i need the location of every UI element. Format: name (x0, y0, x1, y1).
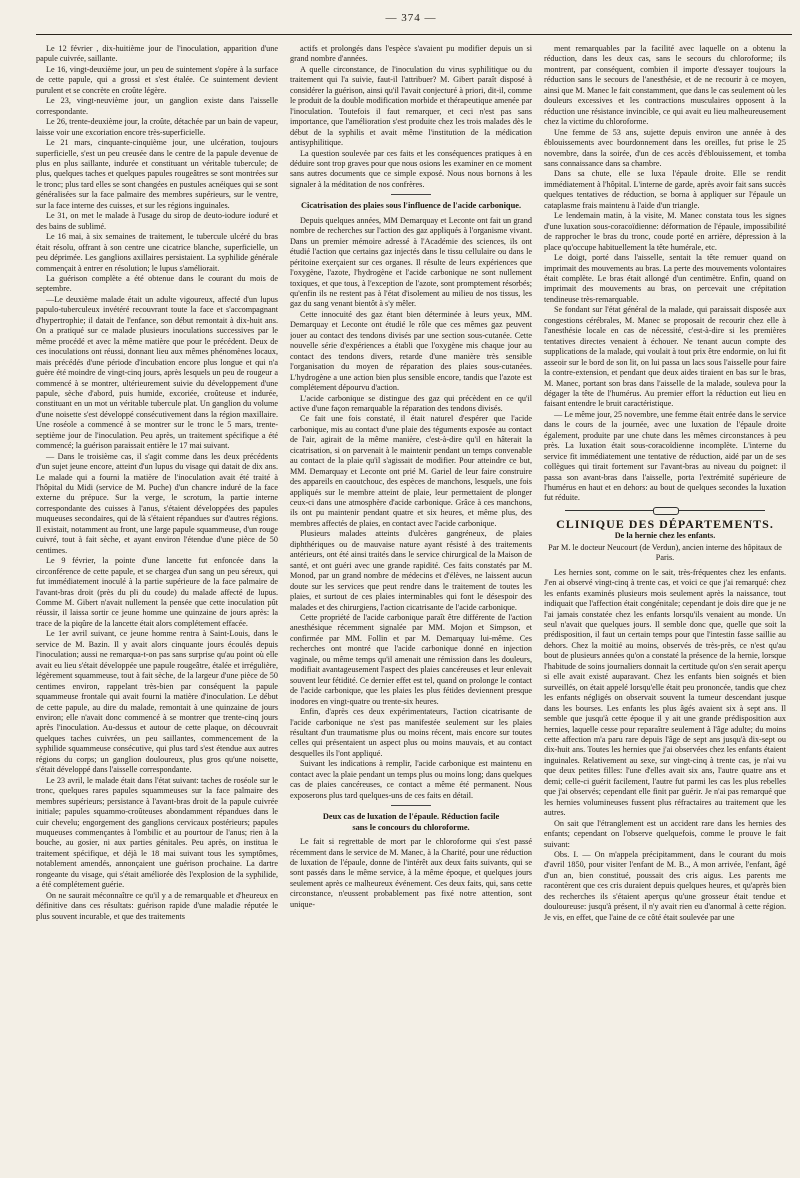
paragraph: Le 1er avril suivant, ce jeune homme rentra à Saint-Louis, dans le service de M. Bazin. Il y avait alors cinquante jours écoulés depuis l'inoculation; aussi ne remarqua-t-on pas sans surprise qu'au point où elle avait eu lieu s'était développée une papule rougeâtre, étalée et irrégulière, légèrement squammeuse, tout à fait sèche, de la largeur d'une pièce de 50 centimes environ, rappelant très-bien par conséquent la papule squammeuse frontale qui avait fourni la matière d'inoculation. Le début de cette papule, au dire du malade, remontait à une quinzaine de jours environ; elle n'avait donc commencé à se montrer que trente-cinq jours après l'inoculation. Au-dessus et autour de cette plaque, on découvrait quelques taches cuivrées, un peu saillantes, commencement de la syphilide squammeuse consécutive, qui plus tard s'est étendue aux autres régions du corps; un ganglion douloureux, plus gros qu'une noisette, s'était développé dans l'aisselle correspondante. (36, 629, 278, 775)
article-shoulder-luxation-continued (544, 44, 786, 504)
paragraph: Enfin, d'après ces deux expérimentateurs, l'action cicatrisante de l'acide carbonique ne s'est pas manifestée seulement sur les plaies résultant d'un traumatisme plus ou moins récent, mais encore sur toutes celles qui présentaient un aspect plus ou moins mauvais, et au contact desquelles ils l'ont appliqué. (290, 707, 532, 758)
paragraph: Suivant les indications à remplir, l'acide carbonique est maintenu en contact avec la plaie pendant un temps plus ou moins long; dans quelques cas de plaies cancéreuses, ce contact a même été permanent. Nous exposerons plus tard quelques-uns de ces faits en détail. (290, 759, 532, 800)
paragraph: — Le même jour, 25 novembre, une femme était entrée dans le service dans le cours de la journée, avec une luxation de l'épaule droite également, produite par une chute dans les mêmes circonstances à peu près. La luxation était sous-coracoïdienne incomplète. L'interne du service fit immédiatement une tentative de réduction, aidé par un de ses collègues qui tirait fortement sur l'avant-bras au niveau du poignet: il passa son avant-bras dans l'aisselle, porta l'extrémité supérieure de l'humérus en haut et en dehors: au bout de quelques secondes la luxation fut réduite. (544, 409, 786, 503)
column-3 (544, 44, 786, 1170)
ornament-center (653, 507, 679, 515)
paragraph: Ce fait une fois constaté, il était naturel d'espérer que l'acide carbonique, mis au contact d'une plaie des téguments exposée au contact de l'air, agirait de la même manière, c'est-à-dire qu'il en hâterait la cicatrisation, si on parvenait à le maintenir pendant un temps convenable au contact de la plaie qu'il s'agissait de modifier. Pour atteindre ce but, MM. Demarquay et Leconte ont prié M. Gariel de leur faire construire des appareils en caoutchouc, des espèces de manchons, lesquels, une fois appliqués sur le membre atteint de plaie, leur permettaient de plonger ceux-ci dans une atmosphère d'acide carbonique. Grâce à ces manchons, ils ont pu maintenir pendant quatre et six heures, et même plus, des membres affectés de plaies, en contact avec l'acide carbonique. (290, 414, 532, 528)
paragraph: Le 16 mai, à six semaines de traitement, le tubercule ulcéré du bras était résolu, offrant à son centre une cicatrice blanche, superficielle, un peu déprimée. Les ganglions axillaires persistaient. La syphilide générale commençait à entrer en résolution; le lupus s'améliorait. (36, 232, 278, 273)
page-header (30, 8, 792, 36)
clinic-subtitle: De la hernie chez les enfants. (614, 531, 716, 541)
paragraph: Le 12 février , dix-huitième jour de l'inoculation, apparition d'une papule cuivrée, saillante. (36, 44, 278, 64)
paragraph: Se fondant sur l'état général de la malade, qui paraissait disposée aux congestions cérébrales, M. Manec se proposait de recourir chez elle à l'anesthésie locale en cas de nécessité, c'est-à-dire si les premières tentatives directes venaient à échouer. Ne tenant aucun compte des supplications de la malade, qui voulait à tout prix être endormie, on lui fit asseoir sur le bord de son lit, on lui passa un lacs sous l'aisselle pour faire la contre-extension, et pendant que deux aides tiraient en bas sur le bras, M. Manec, portant son bras dans l'aisselle de la malade, souleva pour la dégager la tête de l'humérus. Au premier effort la réduction eut lieu en faisant entendre le bruit caractéristique. (544, 305, 786, 409)
paragraph: Le fait si regrettable de mort par le chloroforme qui s'est passé récemment dans le service de M. Manec, à la Charité, pour une réduction de luxation de l'épaule, donne de l'intérêt aux deux faits suivants, qui se sont passés dans le même service, à la même époque, et quelques jours seulement après ce malheureux événement. Ces deux faits, qui, sans cette circonstance, n'eussent probablement pas fixé notre attention, sont unique- (290, 837, 532, 909)
paragraph: Le 16, vingt-deuxième jour, un peu de suintement s'opère à la surface de cette papule, qui a grossi et s'est étalée. Ce suintement devient purulent et se concrète en croûte légère. (36, 64, 278, 95)
paragraph: Cette innocuité des gaz étant bien déterminée à leurs yeux, MM. Demarquay et Leconte ont étudié le rôle que ces mêmes gaz peuvent jouer au contact des tendons divisés par une section sous-cutanée. Cette nouvelle série d'expériences a établi que l'oxygène mis chaque jour au contact des tendons divers, retarde d'une manière très sensible l'organisation du moyen de réparation des plaies sous-cutanées. L'hydrogène a une action bien plus sensible encore, tandis que l'azote est complétement dépourvu d'action. (290, 309, 532, 393)
ornament-divider (565, 510, 765, 515)
article-hernia-children (544, 568, 786, 923)
section-title-shoulder-luxation (290, 812, 532, 833)
section-title-main: Deux cas de luxation de l'épaule. Réduction facile (322, 812, 500, 822)
paragraph: Le 31, on met le malade à l'usage du sirop de deuto-iodure ioduré et des bains de sublimé. (36, 211, 278, 231)
page-number: — 374 — (385, 12, 437, 24)
column-1 (36, 44, 278, 1170)
paragraph: actifs et prolongés dans l'espèce s'avaient pu modifier depuis un si grand nombre d'années. (290, 44, 532, 64)
paragraph: Le 23, vingt-neuvième jour, un ganglion existe dans l'aisselle correspondante. (36, 96, 278, 116)
column-2 (290, 44, 532, 1170)
paragraph: On ne saurait méconnaître ce qu'il y a de remarquable et d'heureux en définitive dans ces résultats: guérison rapide d'une maladie réputée le plus souvent incurable, et que des traitements (36, 890, 278, 921)
header-rule (36, 34, 792, 35)
paragraph: Le 9 février, la pointe d'une lancette fut enfoncée dans la circonférence de cette papule, et se chargea d'un sang un peu séreux, qui fut immédiatement inoculé à la partie supérieure de la face palmaire de l'avant-bras droit (près du pli du coude) du malade affecté de lupus. Comme M. Gibert n'avait nullement la pensée que cette inoculation pût réussir, il laissa sortir ce jeune homme une quinzaine de jours après: la trace de la piqûre de la lancette était alors complétement effacée. (36, 556, 278, 628)
paragraph: — Dans le troisième cas, il s'agit comme dans les deux précédents d'un sujet jeune encore, atteint d'un lupus du visage qui datait de dix ans. Le malade qui a fourni la matière de l'inoculation avait été traité à l'hôpital du Midi (service de M. Puche) d'un chancre induré de la face externe du prépuce. Sur la verge, le scrotum, la partie interne correspondante des cuisses à l'anus, s'étaient développées des papules muqueuses secondaires, qui de là s'étaient répandues sur d'autres régions. Il existait, notamment au front, une large papule squammeuse, d'un rouge cuivré, tout à fait sèche, et ayant environ l'étendue d'une pièce de 50 centimes. (36, 451, 278, 555)
paragraph: La guérison complète a été obtenue dans le courant du mois de septembre. (36, 273, 278, 294)
paragraph: Le 26, trente-deuxième jour, la croûte, détachée par un bain de vapeur, laisse voir une excoriation encore très-superficielle. (36, 117, 278, 137)
paragraph: Le lendemain matin, à la visite, M. Manec constata tous les signes d'une luxation sous-coracoïdienne: déformation de l'épaule, impossibilité de rapprocher le bras du tronc, coude porté en arrière, dépression à la place qu'occupe habituellement la tête humérale, etc. (544, 211, 786, 252)
section-title-sub: sans le concours du chloroforme. (352, 822, 470, 832)
paragraph: Le 21 mars, cinquante-cinquième jour, une ulcération, toujours superficielle, s'est un peu creusée dans le centre de la papule devenue de plus en plus saillante, indurée et constituant un véritable tubercule; de plus, quelques taches et quelques papules rougeâtres se sont montrées sur le tronc; plus tard elles se sont changées en pustules acnéiques qui se sont généralisées sur la face palmaire des membres supérieurs, sur le ventre, sur la face interne des cuisses, et sur les régions inguinales. (36, 138, 278, 210)
paragraph: Le 23 avril, le malade était dans l'état suivant: taches de roséole sur le tronc, quelques rares papules squammeuses sur la face palmaire des membres supérieurs; persistance à l'avant-bras droit de la papule cuivrée initiale; papules squammo-croûteuses abondamment répandues dans le cuir chevelu; engorgement des ganglions cervicaux postérieurs; papules muqueuses commençantes à l'ombilic et au pourtour de l'anus; rien à la bouche, au gosier, ni aux parties génitales. Peu après, on institua le traitement spécifique, et déjà le 18 mai suivant tous les symptômes, notablement amendés, annonçaient une guérison prochaine. La dartre rongeante du visage, qui s'était améliorée dès l'explosion de la syphilide, a été complétement guérie. (36, 775, 278, 890)
paragraph: ment remarquables par la facilité avec laquelle on a obtenu la réduction, dans les deux cas, sans le secours du chloroforme; ils montrent, par conséquent, combien il importe d'essayer toujours la réduction sans le secours de l'anesthésie, et de ne recourir à ce moyen, ainsi que M. Manec le fait constamment, que dans le cas seulement où les douleurs excessives et les contractions musculaires opposent à la réduction une résistance invincible, ce qui avait eu lieu malheureusement chez la victime du chloroforme. (544, 44, 786, 127)
paragraph: Cette propriété de l'acide carbonique paraît être différente de l'action anesthésique récemment signalée par MM. Mojon et Simpson, et confirmée par MM. Follin et par M. Demarquay lui-même. Ces recherches ont montré que l'acide carbonique donné en injection vaginale, ou même temps qu'il amenait une rémission dans les douleurs, modifiait avantageusement l'aspect des plaies cancéreuses et leur enlevait souvent leur fétidité. Ce dernier effet est tel, quand on prolonge le contact de l'acide carbonique, que les plaies les plus fétides deviennent presque inodores en vingt-quatre ou trente-six heures. (290, 613, 532, 706)
clinic-author: Par M. le docteur Neucourt (de Verdun), ancien interne des hôpitaux de Paris. (548, 542, 782, 563)
paragraph: Depuis quelques années, MM Demarquay et Leconte ont fait un grand nombre de recherches sur l'action des gaz appliqués à l'organisme vivant. Dans un premier mémoire adressé à l'Académie des sciences, ils ont étudié l'action que certains gaz injectés dans le tissu cellulaire ou dans le péritoine exerçaient sur ces organes. Il résulte de leurs expériences que l'oxygène, l'azote, l'hydrogène et l'acide carbonique ne sont nullement toxiques, et que tous, à l'exception de l'azote, sont promptement résorbés; qu'enfin ils ne restent pas à l'état d'isolement au milieu de nos tissus, les gaz du sang venant bientôt à s'y mêler. (290, 215, 532, 309)
article-carbonic-acid (290, 216, 532, 801)
clinic-title: CLINIQUE DES DÉPARTEMENTS. (556, 516, 774, 531)
paragraph: Le doigt, porté dans l'aisselle, sentait la tête remuer quand on imprimait des mouvements au bras. La perte des mouvements volontaires était complète. Le bras était allongé d'un centimètre. Enfin, quand on imprimait des mouvements au bras, on percevait une crépitation tendineuse très-remarquable. (544, 253, 786, 304)
article-gibert-continued (290, 44, 532, 190)
paragraph: Dans sa chute, elle se luxa l'épaule droite. Elle se rendit immédiatement à l'hôpital. L'interne de garde, après avoir fait sans succès quelques tentatives de réduction, se borna à appliquer sur l'épaule un cataplasme frais maintenu à l'aide d'un triangle. (544, 169, 786, 210)
paragraph: Obs. I. — On m'appela précipitamment, dans le courant du mois d'avril 1850, pour visiter l'enfant de M. B.., A mon arrivée, l'enfant, âgé d'un an, bien constitué, poussait des cris aigus. Les parents me racontèrent que ces cris duraient depuis quelques heures, et qu'après bien des recherches ils s'étaient aperçus qu'une grosseur était tendue et douloureuse: jusqu'à présent, il n'y avait rien eu d'anormal à cette région. Je vis, en effet, que l'aine de ce côté était soulevée par une (544, 849, 786, 922)
section-divider (391, 805, 431, 806)
section-title-carbonic-acid: Cicatrisation des plaies sous l'influence de l'acide carbonique. (300, 201, 522, 211)
paragraph: Plusieurs malades atteints d'ulcères gangréneux, de plaies diphthériques ou de mauvaise nature ayant résisté à des traitements antérieurs, ont été ainsi traités dans le service chirurgical de la Maison de santé, et ont guéri avec une grande rapidité. Ces faits constatés par M. Monod, par un grand nombre de médecins et d'élèves, ne laissent aucun doute sur les services que peut rendre dans le traitement de toutes les plaies, et surtout de ces plaies interminables qui font le désespoir des malades et des chirurgiens, l'action cicatrisante de l'acide carbonique. (290, 529, 532, 612)
paragraph: La question soulevée par ces faits et les conséquences pratiques à en déduire sont trop graves pour que nous osions les examiner en ce moment sans autres documents que ce simple exposé. Nous nous bornons à les signaler à la méditation de nos confrères. (290, 148, 532, 189)
paragraph: L'acide carbonique se distingue des gaz qui précèdent en ce qu'il active d'une façon remarquable la réparation des tendons divisés. (290, 393, 532, 413)
section-divider (391, 194, 431, 195)
columns (36, 44, 792, 1170)
newspaper-page (30, 8, 792, 1173)
paragraph: A quelle circonstance, de l'inoculation du virus syphilitique ou du traitement qui l'a suivie, faut-il l'attribuer? M. Gibert paraît disposé à considérer la guérison, ainsi qu'il l'avait conjecturé à priori, dit-il, comme le produit de la double modification morbide et thérapeutique amenée par l'inoculation. Toutefois il faut remarquer, et ceci n'est pas sans importance, que l'amélioration s'est produite chez les trois malades dès le début de la syphilis et avait même l'institution de la médication antisyphilitique. (290, 64, 532, 148)
paragraph: Une femme de 53 ans, sujette depuis environ une année à des éblouissements avec bourdonnement dans les oreilles, fut prise le 25 novembre, dans la soirée, d'un de ces accès d'éblouissement, et tomba sans connaissance dans sa chambre. (544, 127, 786, 168)
paragraph: —Le deuxième malade était un adulte vigoureux, affecté d'un lupus papulo-tuberculeux invétéré recouvrant toute la face et s'accompagnant d'hypertrophie; il datait de l'enfance, son début remontait à dix-huit ans. On a pratiqué sur ce malade plusieurs inoculations successives par le même procédé et avec la même matière que pour le précédent. Deux de ces inoculations ont réussi, donnant lieu aux mêmes phénomènes locaux, mais précédés d'une période d'incubation encore plus longue et qui n'a guère été moindre de vingt-cinq jours, après lesquels un peu de rougeur a commencé à se montrer, ultérieurement suivie du développement d'une papule, sèche d'abord, puis humide, excoriée, croûteuse et indurée, constituant en un mot un véritable tubercule plat. Un ganglion du volume d'une noisette s'est développé consécutivement dans la région maxillaire. Une roséole a commencé à se montrer sur le tronc le 5 mars, trente-septième jour de l'inoculation. Peu après, un traitement spécifique a été commencé; la guérison paraissait entière le 17 mai suivant. (36, 294, 278, 451)
paragraph: Les hernies sont, comme on le sait, très-fréquentes chez les enfants. J'en ai observé vingt-cinq à trente cas, et voici ce que j'ai remarqué: chez les enfants examinés plusieurs mois seulement après la naissance, tout indiquait que l'affection était congénitale; cependant je dois dire que je ne l'ai jamais constatée chez les enfants lorsqu'ils venaient au monde. Un seul n'avait que quelques jours. Il semble donc que, quelle que soit la prédisposition, il faut un certain temps pour que l'intestin fasse saillie au dehors. Chez la moitié au moins, observés de très-près, ce n'est qu'au bout de plusieurs années qu'on a constaté la présence de la hernie, lorsque l'habitude de soins journaliers donnait la certitude qu'on s'en serait aperçu si elle avait existé auparavant. Chez les enfants bien soignés et bien surveillés, on était appelé lorsqu'elle était peu prononcée, tandis que chez les enfants négligés on observait souvent la tumeur descendant jusque dans les bourses. Les enfants les plus âgés avaient six à sept ans. Il semble que jusqu'à cette époque il y ait une grande prédisposition aux hernies, laquelle cesse pour reparaître seulement à l'âge adulte; du moins cette affection m'a paru rare depuis l'âge de sept ans jusqu'à dix-sept ou dix-huit ans. Toutes les hernies que j'ai observées chez les enfants étaient inguinales. Relativement au sexe, sur vingt-cinq à trente cas, je n'ai vu que deux petites filles: l'une d'elles avait six ans, l'autre quatre ans et demi; celle-ci guérit facilement, l'autre fut parmi les cas les plus rebelles que j'ai observés; cependant elle finit par guérir. Je n'ai pas remarqué que les hernies volumineuses fussent plus réfractaires au traitement que les autres. (544, 567, 786, 818)
paragraph: On sait que l'étranglement est un accident rare dans les hernies des enfants; cependant on l'observe quelquefois, comme le prouve le fait suivant: (544, 818, 786, 849)
article-shoulder-luxation (290, 837, 532, 910)
